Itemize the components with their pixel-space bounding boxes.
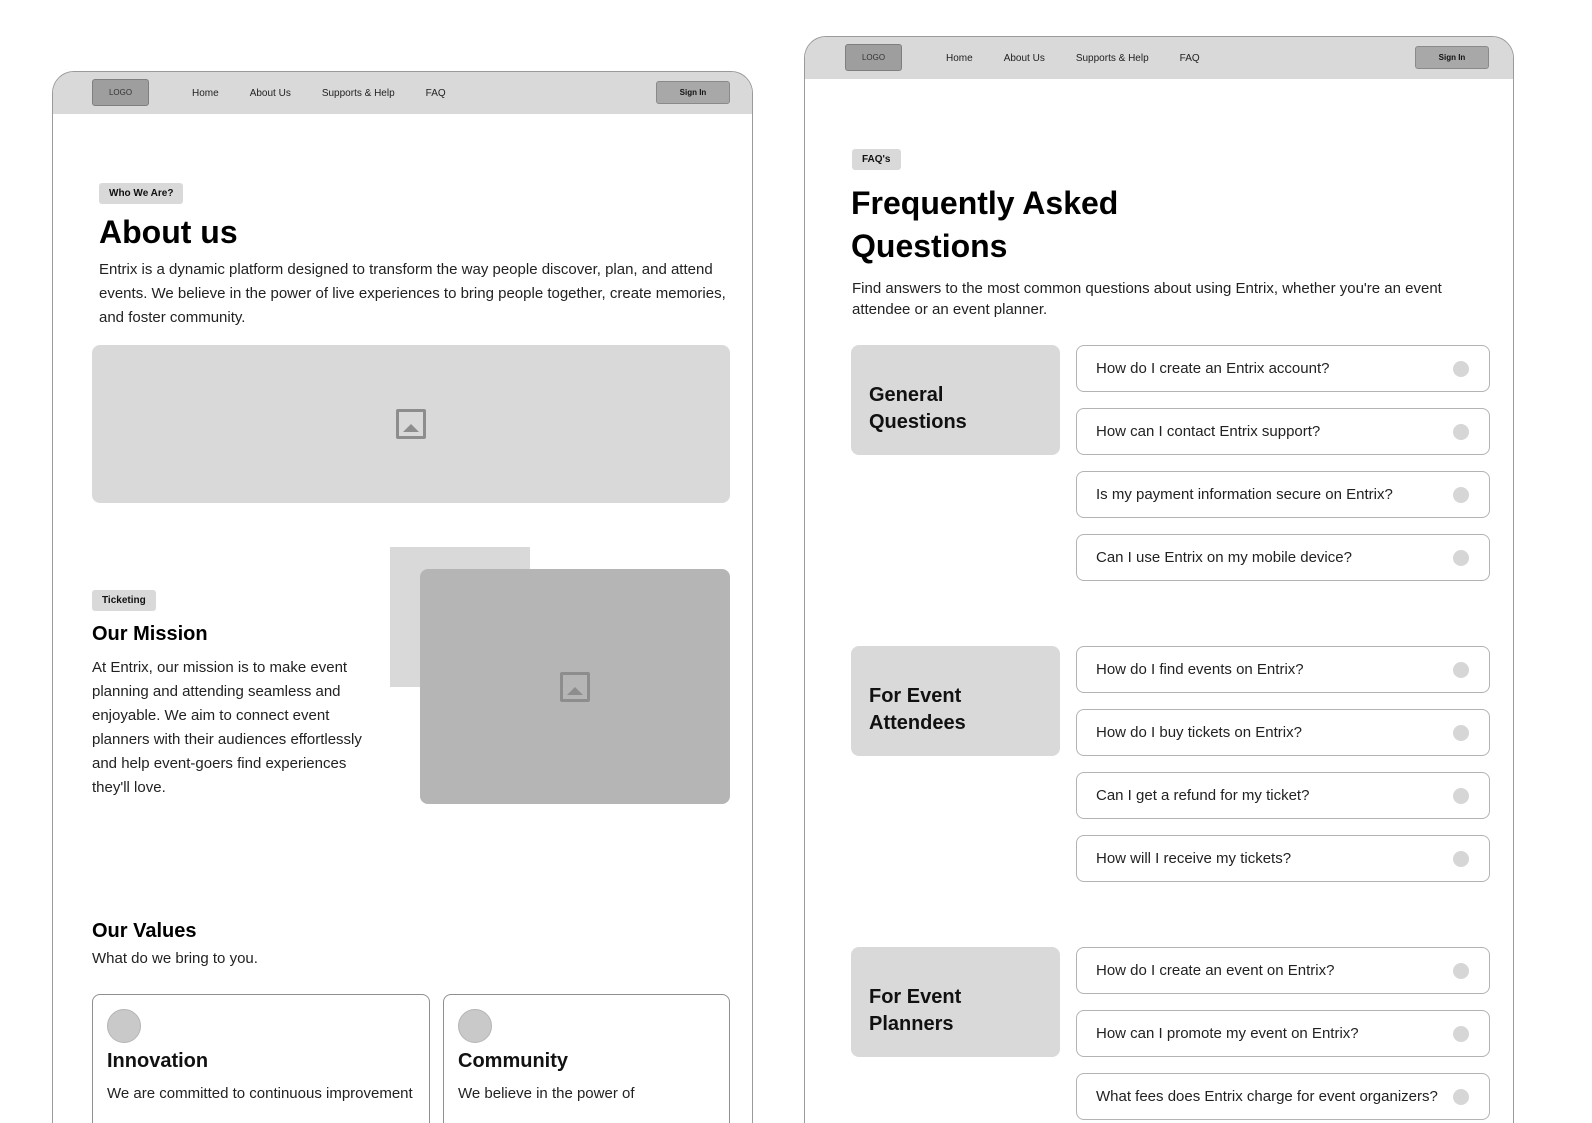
- value-card-text: We believe in the power of: [458, 1085, 635, 1102]
- expand-toggle-icon[interactable]: [1453, 788, 1469, 804]
- faq-question[interactable]: [1076, 1073, 1490, 1120]
- faq-question-text: How do I create an event on Entrix?: [1096, 962, 1335, 979]
- mission-line: At Entrix, our mission is to make event: [92, 659, 348, 676]
- faq-question-text: Can I use Entrix on my mobile device?: [1096, 549, 1352, 566]
- faq-question[interactable]: [1076, 408, 1490, 455]
- faq-question[interactable]: [1076, 646, 1490, 693]
- sign-in-button[interactable]: Sign In: [1415, 46, 1489, 69]
- faq-question-text: How can I contact Entrix support?: [1096, 423, 1321, 440]
- logo[interactable]: LOGO: [92, 79, 149, 106]
- navbar: [805, 37, 1513, 79]
- value-icon: [107, 1009, 141, 1043]
- page-title-line: Frequently Asked: [851, 185, 1119, 221]
- hero-description-line: and foster community.: [99, 309, 246, 326]
- hero-description-line: events. We believe in the power of live experiences to bring people together, create memories,: [99, 285, 726, 302]
- mission-title: Our Mission: [92, 623, 208, 645]
- faq-intro-line: Find answers to the most common questions about using Entrix, whether you're an event: [852, 280, 1442, 297]
- mission-description: [92, 656, 382, 800]
- expand-toggle-icon[interactable]: [1453, 851, 1469, 867]
- nav-link-faq[interactable]: FAQ: [1179, 52, 1200, 64]
- expand-toggle-icon[interactable]: [1453, 662, 1469, 678]
- expand-toggle-icon[interactable]: [1453, 424, 1469, 440]
- image-icon: [560, 672, 590, 702]
- faq-category-planners[interactable]: [851, 947, 1060, 1057]
- mission-line: planning and attending seamless and: [92, 683, 341, 700]
- faq-question-text: How will I receive my tickets?: [1096, 850, 1292, 867]
- page-title: [851, 182, 1118, 268]
- nav-link-about-us[interactable]: About Us: [1003, 52, 1045, 64]
- nav-links: [192, 72, 446, 114]
- faq-question[interactable]: [1076, 772, 1490, 819]
- expand-toggle-icon[interactable]: [1453, 1026, 1469, 1042]
- page-title: About us: [99, 214, 238, 250]
- expand-toggle-icon[interactable]: [1453, 963, 1469, 979]
- sign-in-button[interactable]: Sign In: [656, 81, 730, 104]
- faq-question-text: What fees does Entrix charge for event organizers?: [1096, 1088, 1438, 1105]
- faq-question[interactable]: [1076, 709, 1490, 756]
- faq-question[interactable]: [1076, 947, 1490, 994]
- mission-line: planners with their audiences effortlessly: [92, 731, 362, 748]
- hero-image-placeholder: [92, 345, 730, 503]
- value-card-title: Community: [458, 1050, 568, 1072]
- hero-description: [99, 258, 739, 330]
- nav-link-faq[interactable]: FAQ: [425, 87, 446, 99]
- mission-line: enjoyable. We aim to connect event: [92, 707, 330, 724]
- image-icon: [396, 409, 426, 439]
- faq-question[interactable]: [1076, 471, 1490, 518]
- value-icon: [458, 1009, 492, 1043]
- nav-link-home[interactable]: Home: [192, 87, 219, 99]
- faq-question-text: How do I find events on Entrix?: [1096, 661, 1304, 678]
- faq-category-label-line: General: [869, 384, 944, 406]
- faq-badge: FAQ's: [852, 149, 901, 170]
- faq-intro-line: attendee or an event planner.: [852, 301, 1048, 318]
- mission-badge: Ticketing: [92, 590, 156, 611]
- value-card-title: Innovation: [107, 1050, 209, 1072]
- about-page-frame: [52, 71, 753, 1123]
- expand-toggle-icon[interactable]: [1453, 550, 1469, 566]
- faq-category-attendees[interactable]: [851, 646, 1060, 756]
- mission-line: they'll love.: [92, 779, 166, 796]
- faq-question[interactable]: [1076, 345, 1490, 392]
- value-card-text: We are committed to continuous improvement: [107, 1085, 413, 1102]
- faq-question-text: Can I get a refund for my ticket?: [1096, 787, 1310, 804]
- faq-category-label: [869, 984, 961, 1038]
- mission-line: and help event-goers find experiences: [92, 755, 347, 772]
- faq-question-text: How can I promote my event on Entrix?: [1096, 1025, 1359, 1042]
- faq-question-text: Is my payment information secure on Entrix?: [1096, 486, 1393, 503]
- value-card-innovation: [92, 994, 430, 1123]
- faq-question[interactable]: [1076, 534, 1490, 581]
- values-subtitle: What do we bring to you.: [92, 950, 258, 967]
- faq-category-general[interactable]: [851, 345, 1060, 455]
- faq-category-label: [869, 382, 967, 436]
- faq-page-frame: [804, 36, 1514, 1123]
- faq-category-label-line: For Event: [869, 986, 962, 1008]
- expand-toggle-icon[interactable]: [1453, 487, 1469, 503]
- faq-category-label-line: Attendees: [869, 712, 966, 734]
- nav-link-home[interactable]: Home: [946, 52, 973, 64]
- faq-category-label-line: For Event: [869, 685, 962, 707]
- nav-link-support[interactable]: Supports & Help: [1075, 52, 1149, 64]
- faq-category-label-line: Planners: [869, 1013, 954, 1035]
- nav-link-about-us[interactable]: About Us: [249, 87, 291, 99]
- faq-question-text: How do I create an Entrix account?: [1096, 360, 1330, 377]
- expand-toggle-icon[interactable]: [1453, 725, 1469, 741]
- faq-question-text: How do I buy tickets on Entrix?: [1096, 724, 1302, 741]
- faq-category-label: [869, 683, 966, 737]
- logo[interactable]: LOGO: [845, 44, 902, 71]
- values-title: Our Values: [92, 920, 197, 942]
- expand-toggle-icon[interactable]: [1453, 361, 1469, 377]
- page-title-line: Questions: [851, 228, 1008, 264]
- expand-toggle-icon[interactable]: [1453, 1089, 1469, 1105]
- nav-link-support[interactable]: Supports & Help: [321, 87, 395, 99]
- nav-links: [946, 37, 1200, 79]
- faq-category-label-line: Questions: [869, 411, 967, 433]
- hero-badge: Who We Are?: [99, 183, 183, 204]
- faq-intro: [852, 278, 1442, 320]
- faq-question[interactable]: [1076, 835, 1490, 882]
- hero-description-line: Entrix is a dynamic platform designed to transform the way people discover, plan, and attend: [99, 261, 713, 278]
- mission-image-placeholder: [420, 569, 730, 804]
- navbar: [53, 72, 752, 114]
- value-card-community: [443, 994, 730, 1123]
- faq-question[interactable]: [1076, 1010, 1490, 1057]
